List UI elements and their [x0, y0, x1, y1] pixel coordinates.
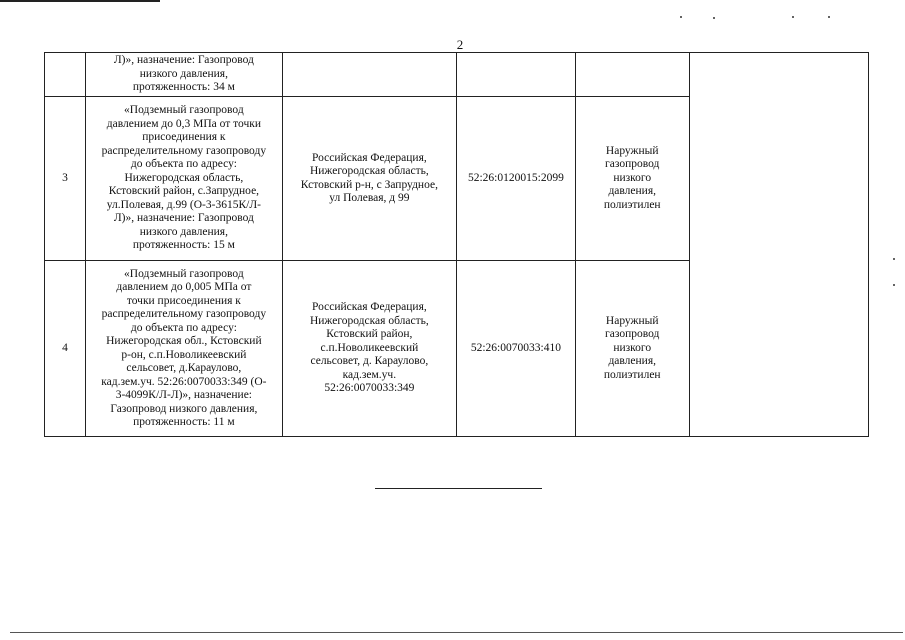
- characteristics-cell: [575, 53, 689, 97]
- property-register-table: [44, 52, 869, 437]
- row-number-cell: [45, 53, 86, 97]
- object-description-cell: «Подземный газопровод давлением до 0,3 МПа от точки присоединения к распределительному газопроводу до объекта по адресу: Нижегородская область, Кстовский район, с.Запрудное, ул.Полевая, д.99 (О-3-3615К/Л- Л)», назначение: Газопровод низкого давления, протяженность: 15 м: [85, 97, 282, 261]
- cadastral-number-cell: 52:26:0120015:2099: [456, 97, 575, 261]
- page-number: 2: [456, 37, 464, 52]
- scan-speck: [792, 16, 794, 18]
- object-description-cell: «Подземный газопровод давлением до 0,005 МПа от точки присоединения к распределительному газопроводу до объекта по адресу: Нижегородская обл., Кстовский р-он, с.п.Новоликеевский сельсовет, д.Караулово, кад.зем.уч. 52:26:0070033:349 (О- 3-4099К/Л-Л)», назначение: Газопровод низкого давления, протяженность: 11 м: [85, 261, 282, 437]
- characteristics-cell: Наружный газопровод низкого давления, полиэтилен: [575, 97, 689, 261]
- cadastral-number-cell: 52:26:0070033:410: [456, 261, 575, 437]
- object-address-cell: Российская Федерация, Нижегородская область, Кстовский р-н, с Запрудное, ул Полевая, д 99: [282, 97, 456, 261]
- table-row: [45, 53, 869, 97]
- scan-edge-line: [10, 632, 903, 633]
- object-address-cell: Российская Федерация, Нижегородская область, Кстовский район, с.п.Новоликеевский сельсовет, д. Караулово, кад.зем.уч. 52:26:0070033:349: [282, 261, 456, 437]
- row-number-cell: 3: [45, 97, 86, 261]
- cadastral-number-cell: [456, 53, 575, 97]
- object-address-cell: [282, 53, 456, 97]
- scan-speck: [680, 16, 682, 18]
- scan-speck: [893, 258, 895, 260]
- object-description-cell: Л)», назначение: Газопровод низкого давления, протяженность: 34 м: [85, 53, 282, 97]
- row-number-cell: 4: [45, 261, 86, 437]
- closing-rule-line: [375, 488, 542, 489]
- scan-edge-mark: [0, 0, 160, 2]
- characteristics-cell: Наружный газопровод низкого давления, полиэтилен: [575, 261, 689, 437]
- scan-speck: [713, 17, 715, 19]
- scan-speck: [828, 16, 830, 18]
- empty-remarks-cell: [689, 53, 868, 437]
- scan-speck: [893, 284, 895, 286]
